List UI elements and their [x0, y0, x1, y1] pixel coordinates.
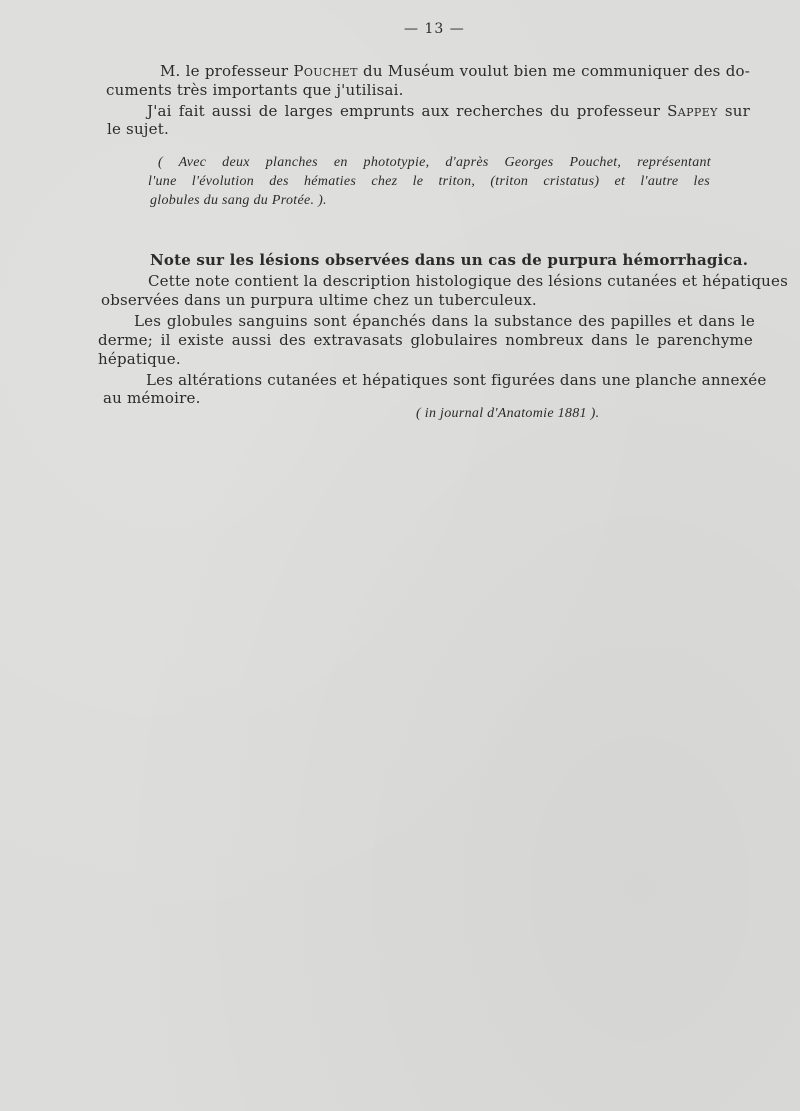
paragraph-sappey-line-1	[147, 102, 750, 120]
text: sur	[717, 102, 750, 120]
plates-note-line-3: globules du sang du Protée. ).	[150, 193, 327, 208]
plates-note-line-2: l'une l'évolution des hématies chez le triton, (triton cristatus) et l'autre les	[148, 174, 710, 189]
paragraph-globules-line-3: hépatique.	[98, 350, 181, 368]
page-number: — 13 —	[404, 21, 465, 37]
text: M. le professeur	[160, 62, 294, 80]
paragraph-pouchet-line-2: cuments très importants que j'utilisai.	[106, 81, 404, 99]
paragraph-globules-line-2: derme; il existe aussi des extravasats globulaires nombreux dans le parenchyme	[98, 331, 753, 349]
text: J'ai fait aussi de larges emprunts aux recherches du professeur	[147, 102, 668, 120]
author-name-pouchet: Pouchet	[293, 62, 358, 80]
paragraph-description-line-1: Cette note contient la description histologique des lésions cutanées et hépatiques	[148, 272, 788, 290]
paragraph-globules-line-1: Les globules sanguins sont épanchés dans la substance des papilles et dans le	[134, 312, 755, 330]
paragraph-alterations-line-1: Les altérations cutanées et hépatiques sont figurées dans une planche annexée	[146, 371, 767, 389]
paragraph-sappey-line-2: le sujet.	[107, 120, 169, 138]
author-name-sappey: Sappey	[667, 102, 718, 120]
paragraph-alterations-line-2: au mémoire.	[103, 389, 201, 407]
paragraph-description-line-2: observées dans un purpura ultime chez un tuberculeux.	[101, 291, 537, 309]
plates-note-line-1: ( Avec deux planches en phototypie, d'après Georges Pouchet, représentant	[158, 155, 711, 170]
journal-citation: ( in journal d'Anatomie 1881 ).	[416, 406, 600, 421]
paragraph-pouchet-line-1	[160, 62, 750, 80]
section-title: Note sur les lésions observées dans un cas de purpura hémorrhagica.	[150, 251, 749, 269]
text: du Muséum voulut bien me communiquer des do-	[357, 62, 750, 80]
